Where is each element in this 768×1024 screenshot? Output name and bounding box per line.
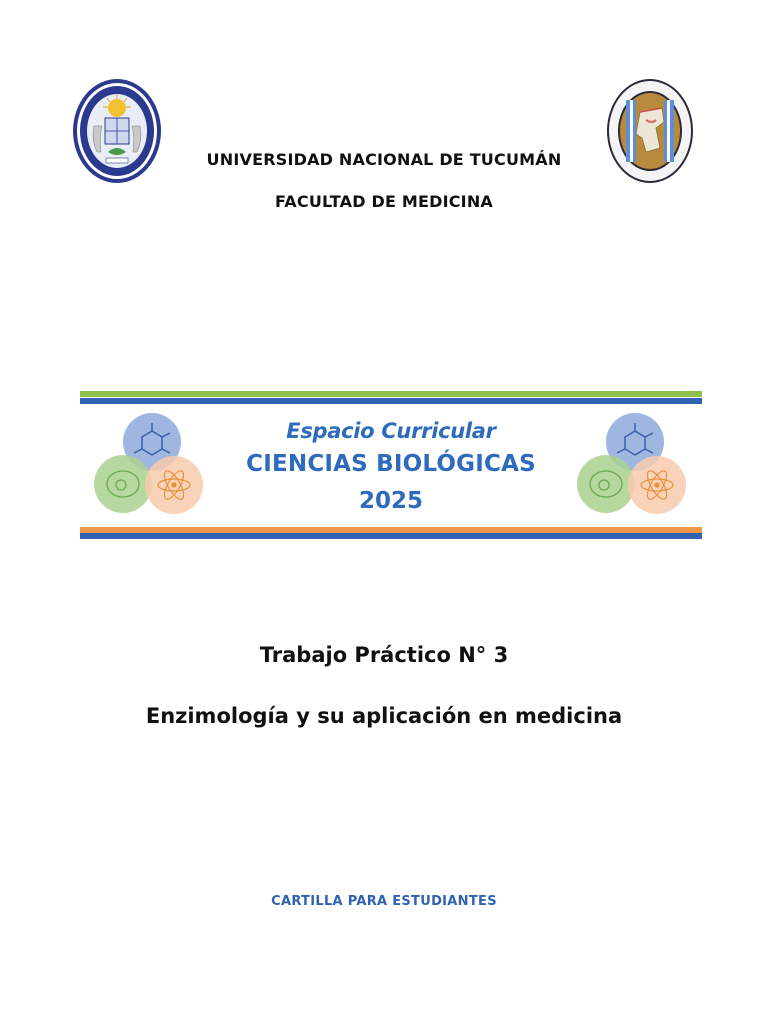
banner-year: 2025 bbox=[358, 488, 423, 514]
banner-subtitle: Espacio Curricular bbox=[286, 419, 496, 443]
course-banner bbox=[80, 391, 702, 541]
banner-stripe-blue-bottom bbox=[80, 533, 702, 539]
banner-stripe-blue bbox=[80, 398, 702, 404]
science-icons-right bbox=[577, 413, 689, 517]
booklet-label: CARTILLA PARA ESTUDIANTES bbox=[271, 894, 497, 909]
topic-title: Enzimología y su aplicación en medicina bbox=[145, 704, 623, 728]
faculty-name: FACULTAD DE MEDICINA bbox=[275, 192, 493, 211]
banner-stripe-green bbox=[80, 391, 702, 397]
university-name: UNIVERSIDAD NACIONAL DE TUCUMÁN bbox=[206, 150, 562, 169]
cell-icon bbox=[577, 455, 635, 513]
banner-title: CIENCIAS BIOLÓGICAS bbox=[246, 451, 536, 477]
practical-title: Trabajo Práctico N° 3 bbox=[259, 643, 509, 667]
